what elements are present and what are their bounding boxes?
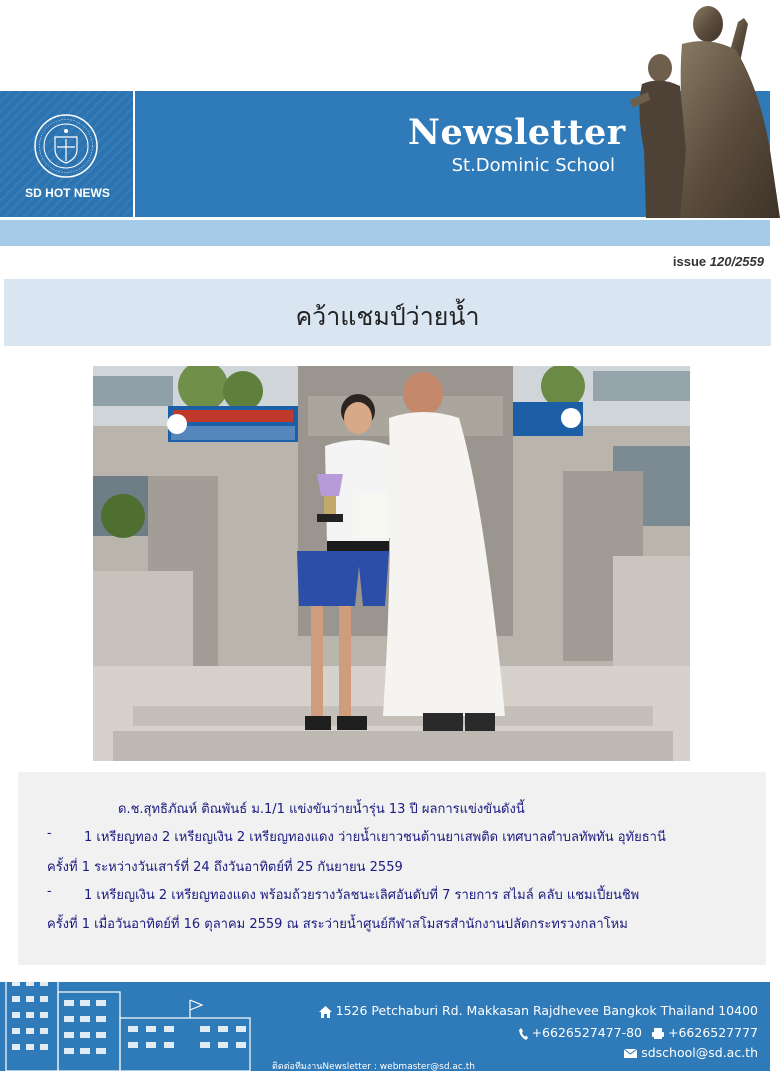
article-line-4: 1 เหรียญเงิน 2 เหรียญทองแดง พร้อมถ้วยรางวัลชนะเลิศอันดับที่ 7 รายการ สไมล์ คลับ แชมเปี้ยนชิพ bbox=[84, 888, 640, 903]
issue-number bbox=[600, 254, 764, 269]
newsletter-contact[interactable]: ติดต่อทีมงานNewsletter : webmaster@sd.ac.th bbox=[272, 1062, 475, 1072]
statue-illustration bbox=[620, 0, 784, 218]
article-line-1: ด.ช.สุทธิภัณห์ ติณพันธ์ ม.1/1 แข่งขันว่ายน้ำรุ่น 13 ปี ผลการแข่งขันดังนี้ bbox=[118, 802, 525, 817]
address-text: 1526 Petchaburi Rd. Makkasan Rajdhevee Bangkok Thailand 10400 bbox=[335, 1003, 758, 1018]
header-stripe bbox=[0, 220, 770, 246]
article-line-3: ครั้งที่ 1 ระหว่างวันเสาร์ที่ 24 ถึงวันอาทิตย์ที่ 25 กันยายน 2559 bbox=[47, 860, 403, 875]
article-photo bbox=[93, 366, 690, 761]
bullet-dash-1: - bbox=[47, 826, 52, 841]
footer-email[interactable] bbox=[624, 1045, 758, 1060]
article-title: คว้าแชมป์ว่ายน้ำ bbox=[295, 302, 480, 331]
phone-number: +6626527477-80 bbox=[531, 1025, 642, 1040]
footer-phones bbox=[519, 1025, 758, 1040]
footer-address bbox=[319, 1003, 758, 1018]
newsletter-title: Newsletter bbox=[408, 112, 626, 153]
school-building-illustration bbox=[0, 960, 290, 1071]
school-seal-logo bbox=[33, 113, 99, 179]
article-line-5: ครั้งที่ 1 เมื่อวันอาทิตย์ที่ 16 ตุลาคม 2559 ณ สระว่ายน้ำศูนย์กีฬาสโมสรสำนักงานปลัดกระทรวงกลาโหม bbox=[47, 917, 628, 932]
school-name: St.Dominic School bbox=[451, 155, 615, 176]
fax-icon bbox=[652, 1028, 664, 1039]
home-icon bbox=[319, 1006, 332, 1018]
mail-icon bbox=[624, 1049, 637, 1058]
article-line-2: 1 เหรียญทอง 2 เหรียญเงิน 2 เหรียญทองแดง ว่ายน้ำเยาวชนต้านยาเสพติด เทศบาลตำบลทัพทัน อุทัยธานี bbox=[84, 830, 666, 845]
hot-news-badge: SD HOT NEWS bbox=[25, 186, 110, 200]
bullet-dash-2: - bbox=[47, 884, 52, 899]
phone-icon bbox=[519, 1028, 528, 1040]
email-link[interactable]: sdschool@sd.ac.th bbox=[641, 1045, 758, 1060]
issue-value: 120/2559 bbox=[709, 254, 764, 269]
issue-label: issue bbox=[672, 254, 707, 269]
fax-number: +6626527777 bbox=[667, 1025, 758, 1040]
